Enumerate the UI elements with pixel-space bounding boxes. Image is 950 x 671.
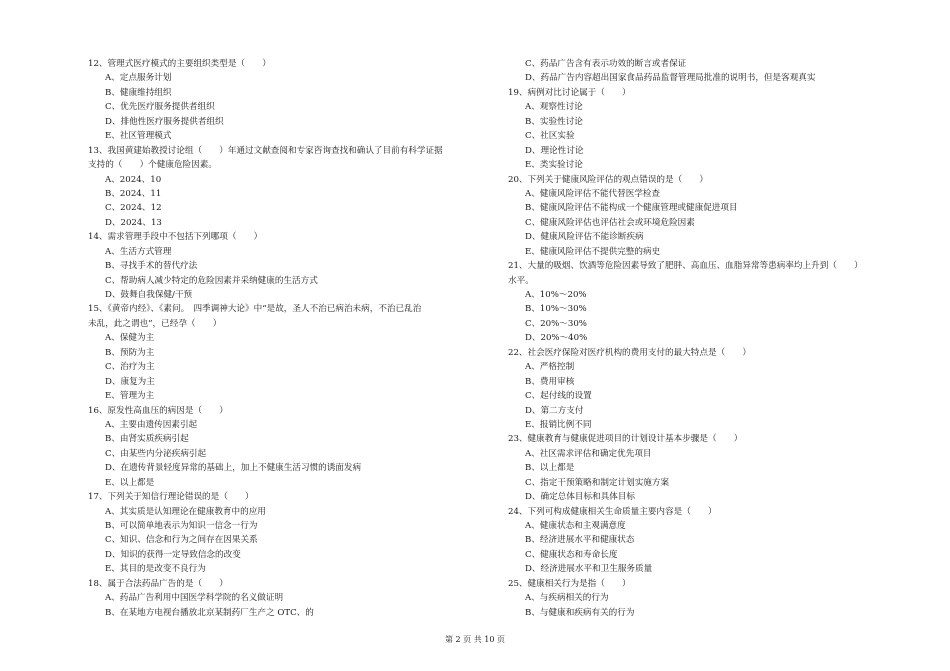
question-line: 20、下列关于健康风险评估的观点错误的是（ ） xyxy=(508,174,708,185)
option-line: B、费用审核 xyxy=(525,376,575,387)
question-line: 水平。 xyxy=(508,275,534,286)
option-line: B、由肾实质疾病引起 xyxy=(105,434,189,445)
question-line: 未乱，此之谓也”，已经孕（ ） xyxy=(88,318,222,329)
option-line: A、观察性讨论 xyxy=(525,102,583,113)
option-line: D、鼓舞自我保健/干预 xyxy=(105,290,193,300)
question-line: 18、属于合法药品广告的是（ ） xyxy=(88,578,228,589)
option-line: A、与疾病相关的行为 xyxy=(525,593,609,604)
option-line: E、健康风险评估不提供完整的病史 xyxy=(525,246,661,257)
option-line: D、理论性讨论 xyxy=(525,145,584,156)
page-footer: 第 2 页 共 10 页 xyxy=(445,635,505,644)
option-line: B、经济进展水平和健康状态 xyxy=(525,535,635,546)
option-line: C、知识、信念和行为之间存在因果关系 xyxy=(105,535,258,546)
option-line: A、生活方式管理 xyxy=(105,246,172,257)
option-line: A、保健为主 xyxy=(105,333,155,344)
option-line: B、健康维持组织 xyxy=(105,87,172,98)
option-line: C、优先医疗服务提供者组织 xyxy=(105,102,215,113)
option-line: D、20%～40% xyxy=(525,333,588,344)
question-line: 17、下列关于知信行理论错误的是（ ） xyxy=(88,492,254,503)
option-line: C、健康状态和寿命长度 xyxy=(525,549,618,560)
option-line: D、健康风险评估不能诊断疾病 xyxy=(525,232,644,243)
option-line: B、实验性讨论 xyxy=(525,116,583,127)
option-line: D、排他性医疗服务提供者组织 xyxy=(105,116,224,127)
option-line: A、10%～20% xyxy=(525,290,587,300)
option-line: A、其实质是认知理论在健康教育中的应用 xyxy=(105,506,266,517)
option-line: C、药品广告含有表示功效的断言或者保证 xyxy=(525,59,687,69)
option-line: B、与健康和疾病有关的行为 xyxy=(525,607,635,618)
option-line: D、知识的获得一定导致信念的改变 xyxy=(105,549,241,560)
option-line: E、管理为主 xyxy=(105,391,155,402)
option-line: E、其目的是改变不良行为 xyxy=(105,564,206,575)
question-line: 19、病例对比讨论属于（ ） xyxy=(508,87,631,98)
question-line: 24、下列可构成健康相关生命质量主要内容是（ ） xyxy=(508,506,717,517)
option-line: E、社区管理模式 xyxy=(105,131,172,142)
option-line: C、帮助病人减少特定的危险因素并采纳健康的生活方式 xyxy=(105,275,318,286)
option-line: D、在遗传背景轻度异常的基础上，加上不健康生活习惯的诱面发病 xyxy=(105,463,362,474)
option-line: D、确定总体目标和具体目标 xyxy=(525,492,636,503)
question-line: 14、需求管理手段中不包括下列哪项（ ） xyxy=(88,232,263,243)
option-line: B、可以简单地表示为知识一信念一行为 xyxy=(105,521,258,531)
question-line: 15、《黄帝内经》、《素问。 四季调神大论》中“是故，圣人不治已病治未病，不治已乱治 xyxy=(88,304,422,315)
question-line: 16、原发性高血压的病因是（ ） xyxy=(88,405,228,416)
option-line: B、预防为主 xyxy=(105,347,155,358)
option-line: A、药品广告利用中国医学科学院的名义做证明 xyxy=(105,593,284,604)
option-line: A、社区需求评估和确定优先项目 xyxy=(525,448,652,459)
option-line: E、类实验讨论 xyxy=(525,160,583,171)
question-line: 13、我国黄建始教授讨论组（ ）年通过文献查阅和专家咨询查找和确认了目前有科学证据 xyxy=(88,145,443,156)
option-line: D、经济进展水平和卫生服务质量 xyxy=(525,564,653,575)
option-line: B、在某地方电视台播放北京某制药厂生产之 OTC、的 xyxy=(105,607,314,618)
option-line: E、报销比例不同 xyxy=(525,419,592,430)
option-line: C、由某些内分泌疾病引起 xyxy=(105,448,207,459)
right-column xyxy=(508,57,908,620)
option-line: A、主要由遗传因素引起 xyxy=(105,419,198,430)
option-line: A、2024、10 xyxy=(105,174,162,185)
option-line: B、寻找手术的替代疗法 xyxy=(105,261,198,272)
option-line: C、起付线的设置 xyxy=(525,391,592,402)
option-line: C、治疗为主 xyxy=(105,362,155,373)
option-line: D、第二方支付 xyxy=(525,405,584,416)
option-line: C、社区实验 xyxy=(525,131,575,142)
option-line: A、健康风险评估不能代替医学检查 xyxy=(525,188,661,199)
option-line: B、2024、11 xyxy=(105,188,162,199)
question-line: 25、健康相关行为是指（ ） xyxy=(508,578,631,589)
option-line: D、康复为主 xyxy=(105,376,155,387)
option-line: E、以上都是 xyxy=(105,477,155,488)
question-line: 12、管理式医疗模式的主要组织类型是（ ） xyxy=(88,59,271,69)
option-line: C、指定干预策略和制定计划实施方案 xyxy=(525,477,670,488)
question-line: 21、大量的吸烟、饮酒等危险因素导致了肥胖、高血压、血脂异常等患病率均上升到（ ） xyxy=(508,261,863,272)
option-line: A、定点服务计划 xyxy=(105,73,172,84)
option-line: D、药品广告内容超出国家食品药品监督管理局批准的说明书，但是客观真实 xyxy=(525,73,816,84)
option-line: B、健康风险评估不能构成一个健康管理或健康促进项目 xyxy=(525,203,738,214)
option-line: D、2024、13 xyxy=(105,217,162,228)
option-line: B、以上都是 xyxy=(525,463,575,474)
option-line: C、20%～30% xyxy=(525,318,587,329)
question-line: 23、健康教育与健康促进项目的计划设计基本步骤是（ ） xyxy=(508,434,743,445)
option-line: A、严格控制 xyxy=(525,362,575,373)
option-line: C、健康风险评估也评估社会或环境危险因素 xyxy=(525,217,695,228)
option-line: B、10%～30% xyxy=(525,304,587,315)
option-line: C、2024、12 xyxy=(105,203,162,214)
option-line: A、健康状态和主观满意度 xyxy=(525,521,626,531)
question-line: 22、社会医疗保险对医疗机构的费用支付的最大特点是（ ） xyxy=(508,347,751,358)
question-line: 支持的（ ）个健康危险因素。 xyxy=(88,160,217,171)
left-column xyxy=(88,57,488,620)
